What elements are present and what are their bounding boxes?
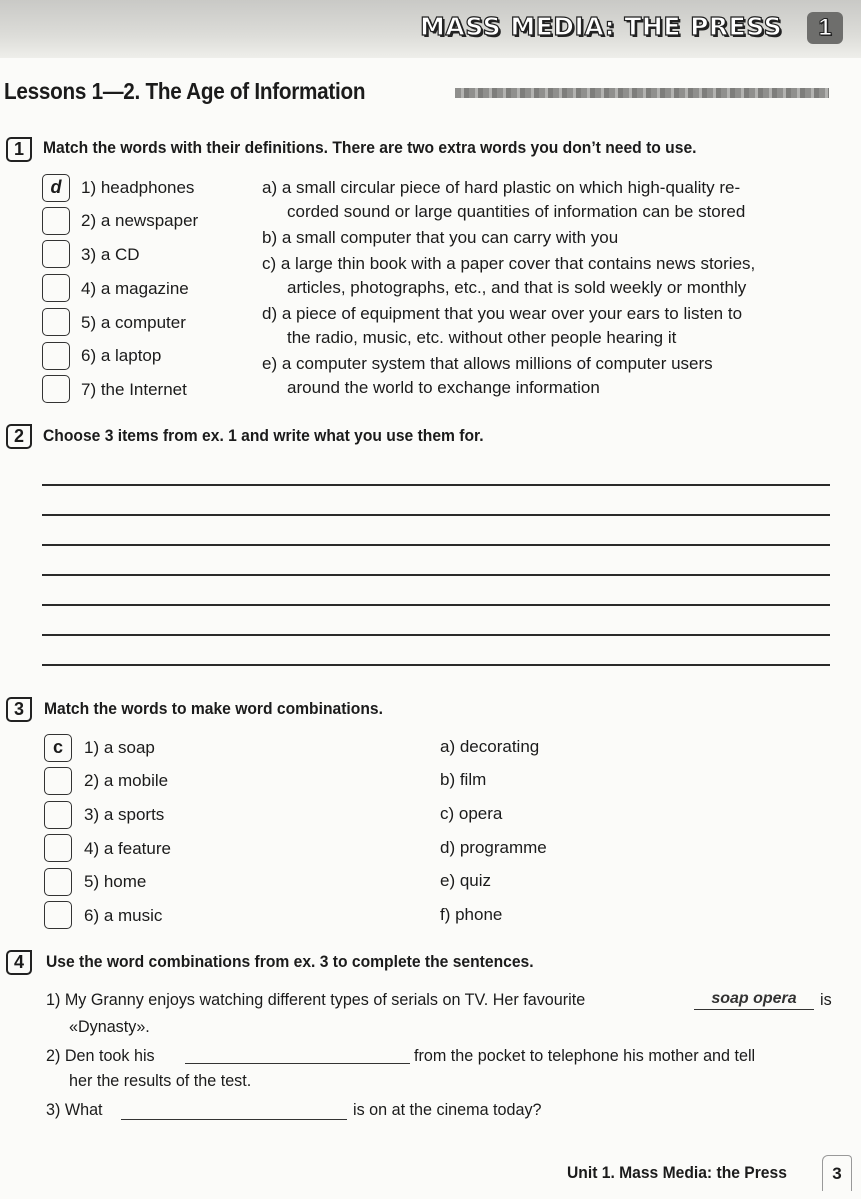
answer-box-2[interactable] — [44, 767, 72, 795]
writing-line-5[interactable] — [42, 604, 830, 606]
option-item: f) phone — [440, 905, 503, 924]
exercise-3-instruction: Match the words to make word combinations. — [44, 699, 383, 718]
answer-box-6[interactable] — [44, 901, 72, 929]
option-item: c) opera — [440, 804, 503, 823]
writing-line-3[interactable] — [42, 544, 830, 546]
sentence-text: her the results of the test. — [69, 1071, 252, 1090]
exercise-4-number: 4 — [6, 950, 32, 975]
definition-line: corded sound or large quantities of information can be stored — [287, 202, 746, 221]
word-item: 3) a CD — [81, 245, 140, 264]
sentence-text: 1) My Granny enjoys watching different types of serials on TV. Her favourite — [46, 990, 586, 1009]
writing-line-2[interactable] — [42, 514, 830, 516]
unit-number-badge: 1 — [807, 12, 843, 44]
answer-box-3[interactable] — [44, 801, 72, 829]
definition-line: the radio, music, etc. without other people hearing it — [287, 328, 677, 347]
word-item: 3) a sports — [84, 805, 165, 824]
definition-line: c) a large thin book with a paper cover that contains news stories, — [262, 254, 756, 273]
sentence-text: 2) Den took his — [46, 1046, 155, 1065]
writing-line-4[interactable] — [42, 574, 830, 576]
writing-line-7[interactable] — [42, 664, 830, 666]
sentence-text: is on at the cinema today? — [353, 1100, 542, 1119]
answer-box-7[interactable] — [42, 375, 70, 403]
exercise-4-instruction: Use the word combinations from ex. 3 to complete the sentences. — [46, 952, 534, 971]
sentence-text: from the pocket to telephone his mother and tell — [414, 1046, 756, 1065]
answer-box-1[interactable]: c — [44, 734, 72, 762]
word-item: 1) a soap — [84, 738, 155, 757]
exercise-3-number: 3 — [6, 697, 32, 722]
word-item: 4) a magazine — [81, 279, 189, 298]
lesson-title: Lessons 1—2. The Age of Information — [4, 78, 366, 104]
word-item: 5) a computer — [81, 313, 186, 332]
answer-box-5[interactable] — [44, 868, 72, 896]
sentence-text: «Dynasty». — [69, 1017, 150, 1036]
option-item: b) film — [440, 770, 487, 789]
word-item: 2) a newspaper — [81, 211, 199, 230]
definition-line: a) a small circular piece of hard plastic on which high-quality re- — [262, 178, 741, 197]
exercise-1-number: 1 — [6, 137, 32, 162]
answer-box-1[interactable]: d — [42, 174, 70, 202]
option-item: a) decorating — [440, 737, 540, 756]
word-item: 4) a feature — [84, 839, 171, 858]
definition-line: articles, photographs, etc., and that is sold weekly or monthly — [287, 278, 747, 297]
answer-box-6[interactable] — [42, 342, 70, 370]
unit-banner-title: MASS MEDIA: THE PRESS — [420, 12, 783, 41]
answer-box-3[interactable] — [42, 240, 70, 268]
exercise-2-instruction: Choose 3 items from ex. 1 and write what you use them for. — [43, 426, 484, 445]
option-item: e) quiz — [440, 871, 492, 890]
answer-box-4[interactable] — [44, 834, 72, 862]
footer-unit-label: Unit 1. Mass Media: the Press — [567, 1163, 787, 1182]
answer-box-5[interactable] — [42, 308, 70, 336]
answer-blank-1[interactable]: soap opera — [694, 990, 814, 1010]
answer-box-2[interactable] — [42, 207, 70, 235]
option-item: d) programme — [440, 838, 547, 857]
page-number: 3 — [822, 1155, 852, 1191]
definition-line: e) a computer system that allows millions of computer users — [262, 354, 713, 373]
title-rule — [455, 88, 829, 98]
writing-line-1[interactable] — [42, 484, 830, 486]
answer-box-4[interactable] — [42, 274, 70, 302]
exercise-2-number: 2 — [6, 424, 32, 449]
word-item: 1) headphones — [81, 178, 195, 197]
word-item: 2) a mobile — [84, 771, 169, 790]
exercise-1-instruction: Match the words with their definitions. There are two extra words you don’t need to use. — [43, 138, 697, 157]
writing-line-6[interactable] — [42, 634, 830, 636]
word-item: 5) home — [84, 872, 147, 891]
sentence-text: 3) What — [46, 1100, 103, 1119]
definition-line: b) a small computer that you can carry with you — [262, 228, 619, 247]
word-item: 6) a music — [84, 906, 163, 925]
answer-blank-3[interactable] — [121, 1100, 347, 1120]
sentence-text: is — [820, 990, 832, 1009]
word-item: 6) a laptop — [81, 346, 162, 365]
answer-blank-2[interactable] — [185, 1044, 410, 1064]
definition-line: around the world to exchange information — [287, 378, 600, 397]
word-item: 7) the Internet — [81, 380, 187, 399]
definition-line: d) a piece of equipment that you wear over your ears to listen to — [262, 304, 743, 323]
